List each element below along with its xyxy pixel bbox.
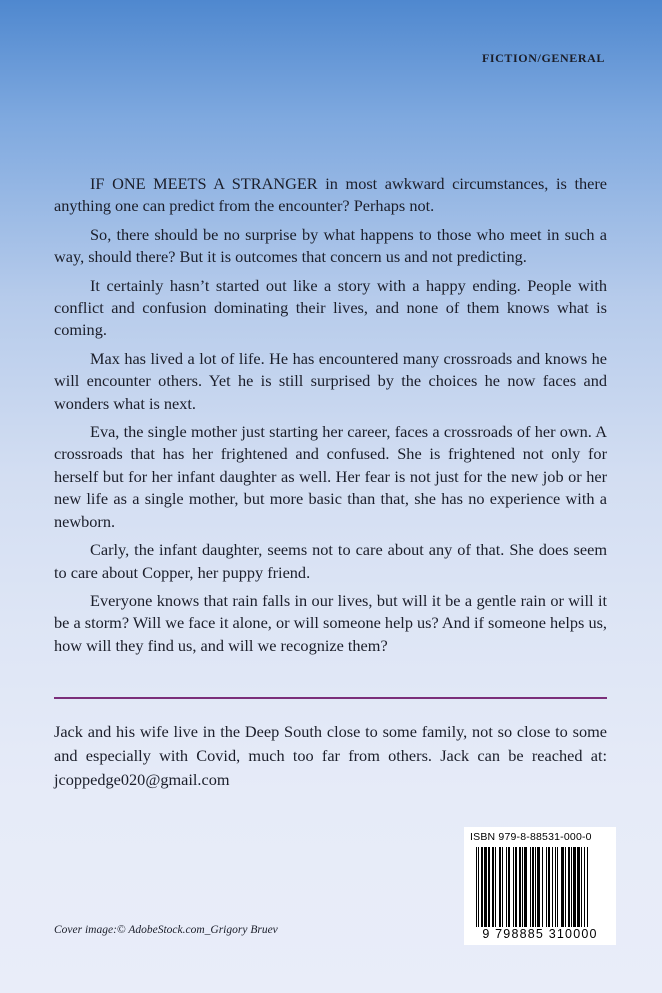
isbn-label: ISBN 979-8-88531-000-0 (470, 831, 592, 843)
book-blurb (54, 173, 607, 663)
section-divider (54, 697, 607, 699)
author-bio (54, 720, 607, 792)
isbn-digits: 9 798885 310000 (482, 927, 598, 941)
blurb-paragraph: IF ONE MEETS A STRANGER in most awkward circumstances, is there anything one can predict from the encounter? Perhaps not. (54, 174, 607, 216)
blurb-paragraph: It certainly hasn’t started out like a story with a happy ending. People with conflict and confusion dominating their lives, and none of them knows what is coming. (54, 275, 607, 340)
cover-image-credit: Cover image:© AdobeStock.com_Grigory Bruev (54, 924, 278, 936)
barcode-gap (588, 847, 590, 927)
barcode-icon (476, 847, 608, 927)
author-bio-text: Jack and his wife live in the Deep South close to some family, not so close to some and especially with Covid, much too far from others. Jack can be reached at: jcoppedge020@gmail.com (54, 722, 607, 789)
isbn-barcode-box (464, 827, 616, 945)
blurb-paragraph: Everyone knows that rain falls in our lives, but will it be a gentle rain or will it be a storm? Will we face it alone, or will someone help us? And if someone helps us, how will they find us, and will we recognize them? (54, 590, 607, 655)
blurb-paragraph: So, there should be no surprise by what happens to those who meet in such a way, should there? But it is outcomes that concern us and not predicting. (54, 224, 607, 267)
blurb-paragraph: Carly, the infant daughter, seems not to care about any of that. She does seem to care about Copper, her puppy friend. (54, 540, 607, 582)
genre-label: FICTION/GENERAL (481, 51, 605, 65)
blurb-paragraph: Eva, the single mother just starting her career, faces a crossroads of her own. A crossroads that has her frightened and confused. She is frightened not only for herself but for her infant daughter as well. Her fear is not just for the new job or her new life as a single mother, but more basic than that, she has no experience with a newborn. (54, 422, 607, 531)
blurb-paragraph: Max has lived a lot of life. He has encountered many crossroads and knows he will encounter others. Yet he is still surprised by the choices he now faces and wonders what is next. (54, 348, 607, 413)
